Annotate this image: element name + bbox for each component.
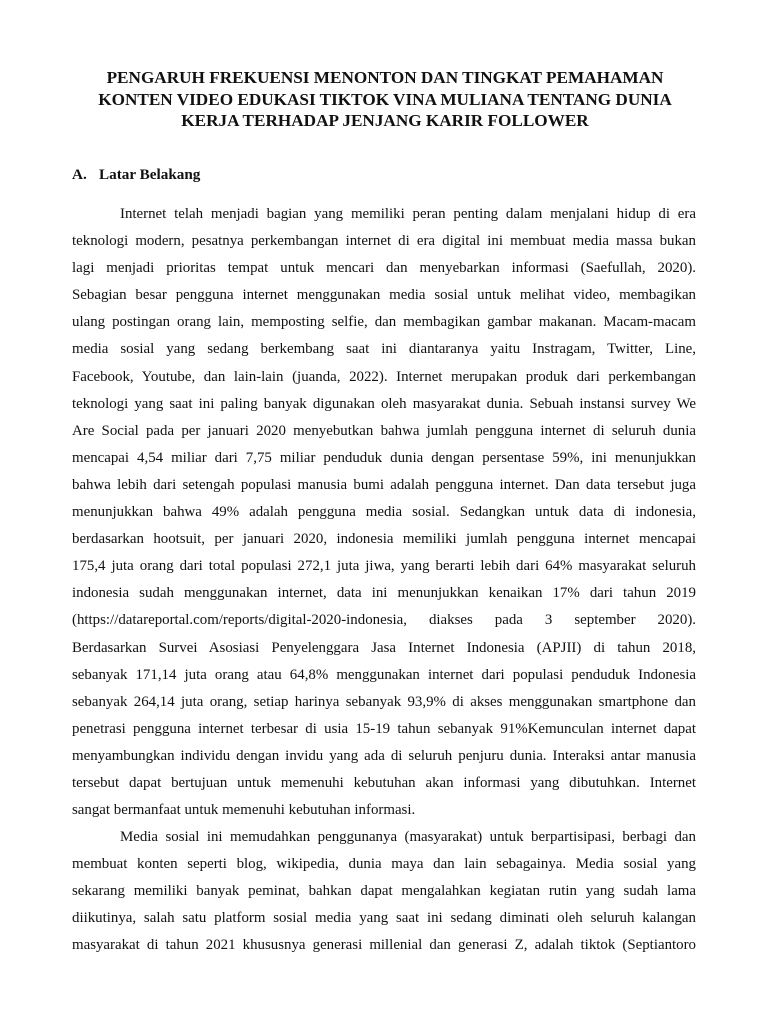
paragraph-line: menyambungkan individu dengan invidu yang ada di seluruh penjuru dunia. Interaksi antar manusia [72, 747, 696, 764]
section-heading [72, 165, 200, 185]
paragraph-line: Internet telah menjadi bagian yang memiliki peran penting dalam menjalani hidup di era [120, 206, 696, 222]
paragraph-line: Sebagian besar pengguna internet menggunakan media sosial untuk melihat video, membagikan [72, 287, 696, 304]
paragraph-line: lagi menjadi prioritas tempat untuk mencari dan menyebarkan informasi (Saefullah, 2020). [72, 260, 696, 277]
paragraph-line: sekarang memiliki banyak peminat, bahkan dapat mengalahkan kegiatan rutin yang sudah lama [72, 883, 696, 900]
paragraph-line: menunjukkan bahwa 49% adalah pengguna media sosial. Sedangkan untuk data di indonesia, [72, 504, 696, 521]
title-line: KERJA TERHADAP JENJANG KARIR FOLLOWER [181, 111, 589, 130]
paragraph-line: Berdasarkan Survei Asosiasi Penyelenggara Jasa Internet Indonesia (APJII) di tahun 2018, [72, 639, 696, 656]
paragraph-line: Are Social pada per januari 2020 menyebutkan bahwa jumlah pengguna internet di seluruh dunia [72, 422, 696, 439]
paragraph-line: diikutinya, salah satu platform sosial media yang saat ini sedang diminati oleh seluruh kalangan [72, 910, 696, 927]
paragraph-line: tersebut dapat bertujuan untuk memenuhi kebutuhan akan informasi yang dibutuhkan. Internet [72, 774, 696, 791]
paragraph-line: penetrasi pengguna internet terbesar di usia 15-19 tahun sebanyak 91%Kemunculan internet dapat [72, 720, 696, 737]
paragraph-line: sebanyak 264,14 juta orang, setiap harinya sebanyak 93,9% di akses menggunakan smartphone dan [72, 693, 696, 710]
paragraph-line: masyarakat di tahun 2021 khususnya generasi millenial dan generasi Z, adalah tiktok (Septiantoro [72, 937, 696, 954]
paragraph-line: teknologi yang saat ini paling banyak digunakan oleh masyarakat dunia. Sebuah instansi survey We [72, 395, 696, 412]
paragraph-line: bahwa lebih dari setengah populasi manusia bumi adalah pengguna internet. Dan data tersebut juga [72, 476, 696, 493]
paragraph-line: sangat bermanfaat untuk memenuhi kebutuhan informasi. [72, 802, 416, 819]
paragraph-line: ulang postingan orang lain, memposting selfie, dan membagikan gambar makanan. Macam-macam [72, 314, 696, 331]
paragraph-line: membuat konten seperti blog, wikipedia, dunia maya dan lain sebagainya. Media sosial yang [72, 856, 696, 873]
document-title [60, 67, 710, 132]
paragraph-latar-belakang-2 [72, 824, 696, 959]
paragraph-line: Facebook, Youtube, dan lain-lain (juanda, 2022). Internet merupakan produk dari perkembangan [72, 368, 696, 385]
paragraph-line: teknologi modern, pesatnya perkembangan internet di era digital ini membuat media massa bukan [72, 233, 696, 250]
paragraph-line: media sosial yang sedang berkembang saat ini diantaranya yaitu Instragam, Twitter, Line, [72, 341, 696, 358]
paragraph-latar-belakang-1 [72, 201, 696, 824]
paragraph-line: indonesia sudah menggunakan internet, data ini menunjukkan kenaikan 17% dari tahun 2019 [72, 585, 696, 602]
paragraph-line: berdasarkan hootsuit, per januari 2020, indonesia memiliki jumlah pengguna internet mencapai [72, 531, 696, 548]
paragraph-line: 175,4 juta orang dari total populasi 272,1 juta jiwa, yang berarti lebih dari 64% masyarakat seluruh [72, 558, 696, 575]
section-title: Latar Belakang [99, 166, 201, 183]
paragraph-line: (https://datareportal.com/reports/digital-2020-indonesia, diakses pada 3 september 2020). [72, 612, 696, 629]
paragraph-line: mencapai 4,54 miliar dari 7,75 miliar penduduk dunia dengan persentase 59%, ini menunjukkan [72, 449, 696, 466]
title-line: KONTEN VIDEO EDUKASI TIKTOK VINA MULIANA TENTANG DUNIA [98, 89, 672, 109]
section-number: A. [72, 166, 87, 183]
title-line: PENGARUH FREKUENSI MENONTON DAN TINGKAT PEMAHAMAN [106, 68, 664, 87]
paragraph-line: Media sosial ini memudahkan penggunanya (masyarakat) untuk berpartisipasi, berbagi dan [120, 829, 696, 845]
paragraph-line: sebanyak 171,14 juta orang atau 64,8% menggunakan internet dari populasi penduduk Indonesia [72, 666, 696, 683]
